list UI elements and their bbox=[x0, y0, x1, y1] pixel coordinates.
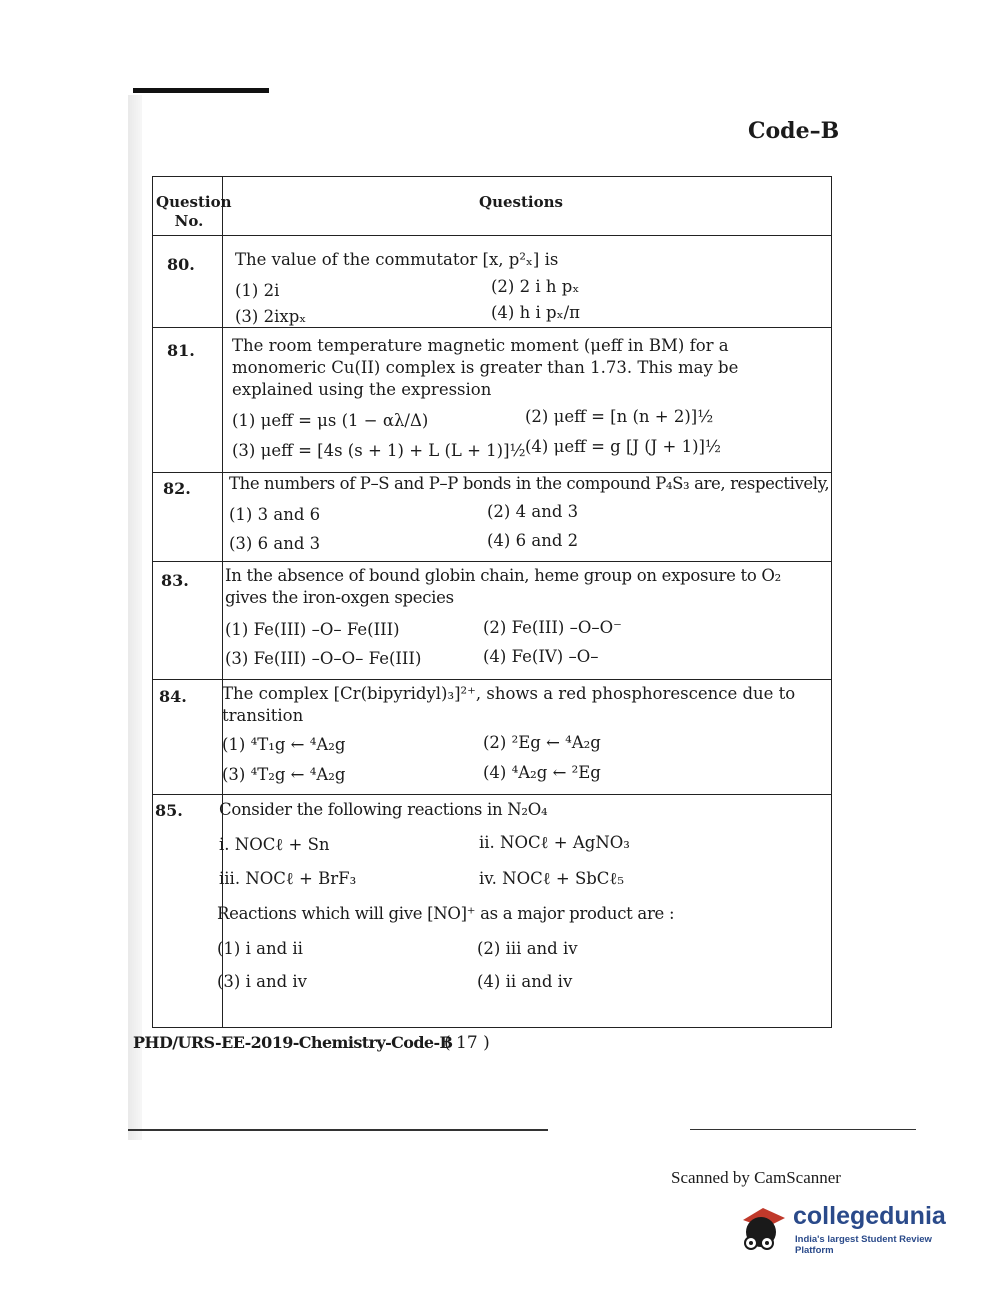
page-number: ( 17 ) bbox=[444, 1033, 490, 1053]
bottom-rule bbox=[690, 1129, 916, 1130]
question-stem: Consider the following reactions in N₂O₄ bbox=[219, 800, 548, 819]
reaction-iii: iii. NOCℓ + BrF₃ bbox=[219, 869, 357, 888]
option-2: (2) 4 and 3 bbox=[487, 502, 579, 521]
header-question-no: Question No. bbox=[156, 193, 232, 230]
option-2: (2) μeff = [n (n + 2)]½ bbox=[525, 407, 714, 426]
option-4: (4) ii and iv bbox=[477, 972, 573, 991]
option-1: (1) i and ii bbox=[217, 939, 303, 958]
option-2: (2) ²Eg ← ⁴A₂g bbox=[483, 733, 601, 752]
option-1: (1) ⁴T₁g ← ⁴A₂g bbox=[222, 735, 346, 754]
exam-code-footer: PHD/URS-EE-2019-Chemistry-Code-B bbox=[133, 1033, 453, 1052]
scanner-watermark: Scanned by CamScanner bbox=[671, 1168, 841, 1187]
header-questions: Questions bbox=[479, 193, 563, 211]
option-4: (4) μeff = g [J (J + 1)]½ bbox=[525, 437, 721, 456]
mascot-icon bbox=[735, 1198, 791, 1256]
row-divider bbox=[153, 235, 831, 236]
column-divider bbox=[222, 177, 223, 1027]
option-2: (2) Fe(III) –O–O⁻ bbox=[483, 618, 622, 637]
option-4: (4) Fe(IV) –O– bbox=[483, 647, 599, 666]
bottom-rule bbox=[128, 1129, 548, 1131]
question-number: 82. bbox=[163, 479, 191, 498]
question-number: 80. bbox=[167, 255, 195, 274]
question-number: 85. bbox=[155, 801, 183, 820]
question-prompt: Reactions which will give [NO]⁺ as a major product are : bbox=[217, 904, 675, 923]
top-rule bbox=[133, 88, 269, 93]
reaction-i: i. NOCℓ + Sn bbox=[219, 835, 330, 854]
question-number: 81. bbox=[167, 341, 195, 360]
option-3: (3) 6 and 3 bbox=[229, 534, 321, 553]
question-stem: The numbers of P–S and P–P bonds in the compound P₄S₃ are, respectively, bbox=[229, 474, 830, 493]
question-stem: The room temperature magnetic moment (μeff in BM) for a monomeric Cu(II) complex is greater than 1.73. This may be explained using the expression bbox=[232, 336, 739, 399]
question-number: 84. bbox=[159, 687, 187, 706]
option-4: (4) ⁴A₂g ← ²Eg bbox=[483, 763, 601, 782]
collegedunia-logo bbox=[735, 1198, 965, 1258]
question-stem: The value of the commutator [x, p²ₓ] is bbox=[235, 250, 559, 269]
option-3: (3) μeff = [4s (s + 1) + L (L + 1)]½ bbox=[232, 441, 526, 460]
option-4: (4) h i pₓ/π bbox=[491, 303, 580, 322]
row-divider bbox=[153, 794, 831, 795]
option-3: (3) ⁴T₂g ← ⁴A₂g bbox=[222, 765, 346, 784]
logo-wordmark: collegedunia bbox=[793, 1202, 946, 1230]
scan-shadow bbox=[128, 95, 142, 1140]
question-table bbox=[152, 176, 832, 1028]
question-stem: In the absence of bound globin chain, heme group on exposure to O₂ gives the iron-oxgen species bbox=[225, 566, 781, 607]
option-1: (1) μeff = μs (1 − αλ/Δ) bbox=[232, 411, 429, 430]
option-3: (3) 2ixpₓ bbox=[235, 307, 307, 326]
option-1: (1) 2i bbox=[235, 281, 280, 300]
row-divider bbox=[153, 679, 831, 680]
paper-code: Code–B bbox=[748, 118, 840, 144]
option-3: (3) Fe(III) –O–O– Fe(III) bbox=[225, 649, 422, 668]
question-number: 83. bbox=[161, 571, 189, 590]
option-1: (1) Fe(III) –O– Fe(III) bbox=[225, 620, 400, 639]
option-1: (1) 3 and 6 bbox=[229, 505, 321, 524]
reaction-ii: ii. NOCℓ + AgNO₃ bbox=[479, 833, 630, 852]
option-2: (2) 2 i h pₓ bbox=[491, 277, 580, 296]
option-2: (2) iii and iv bbox=[477, 939, 578, 958]
option-3: (3) i and iv bbox=[217, 972, 308, 991]
row-divider bbox=[153, 561, 831, 562]
reaction-iv: iv. NOCℓ + SbCℓ₅ bbox=[479, 869, 624, 888]
logo-tagline: India's largest Student Review Platform bbox=[795, 1234, 932, 1256]
row-divider bbox=[153, 327, 831, 328]
option-4: (4) 6 and 2 bbox=[487, 531, 579, 550]
question-stem: The complex [Cr(bipyridyl)₃]²⁺, shows a red phosphorescence due to transition bbox=[222, 684, 796, 725]
